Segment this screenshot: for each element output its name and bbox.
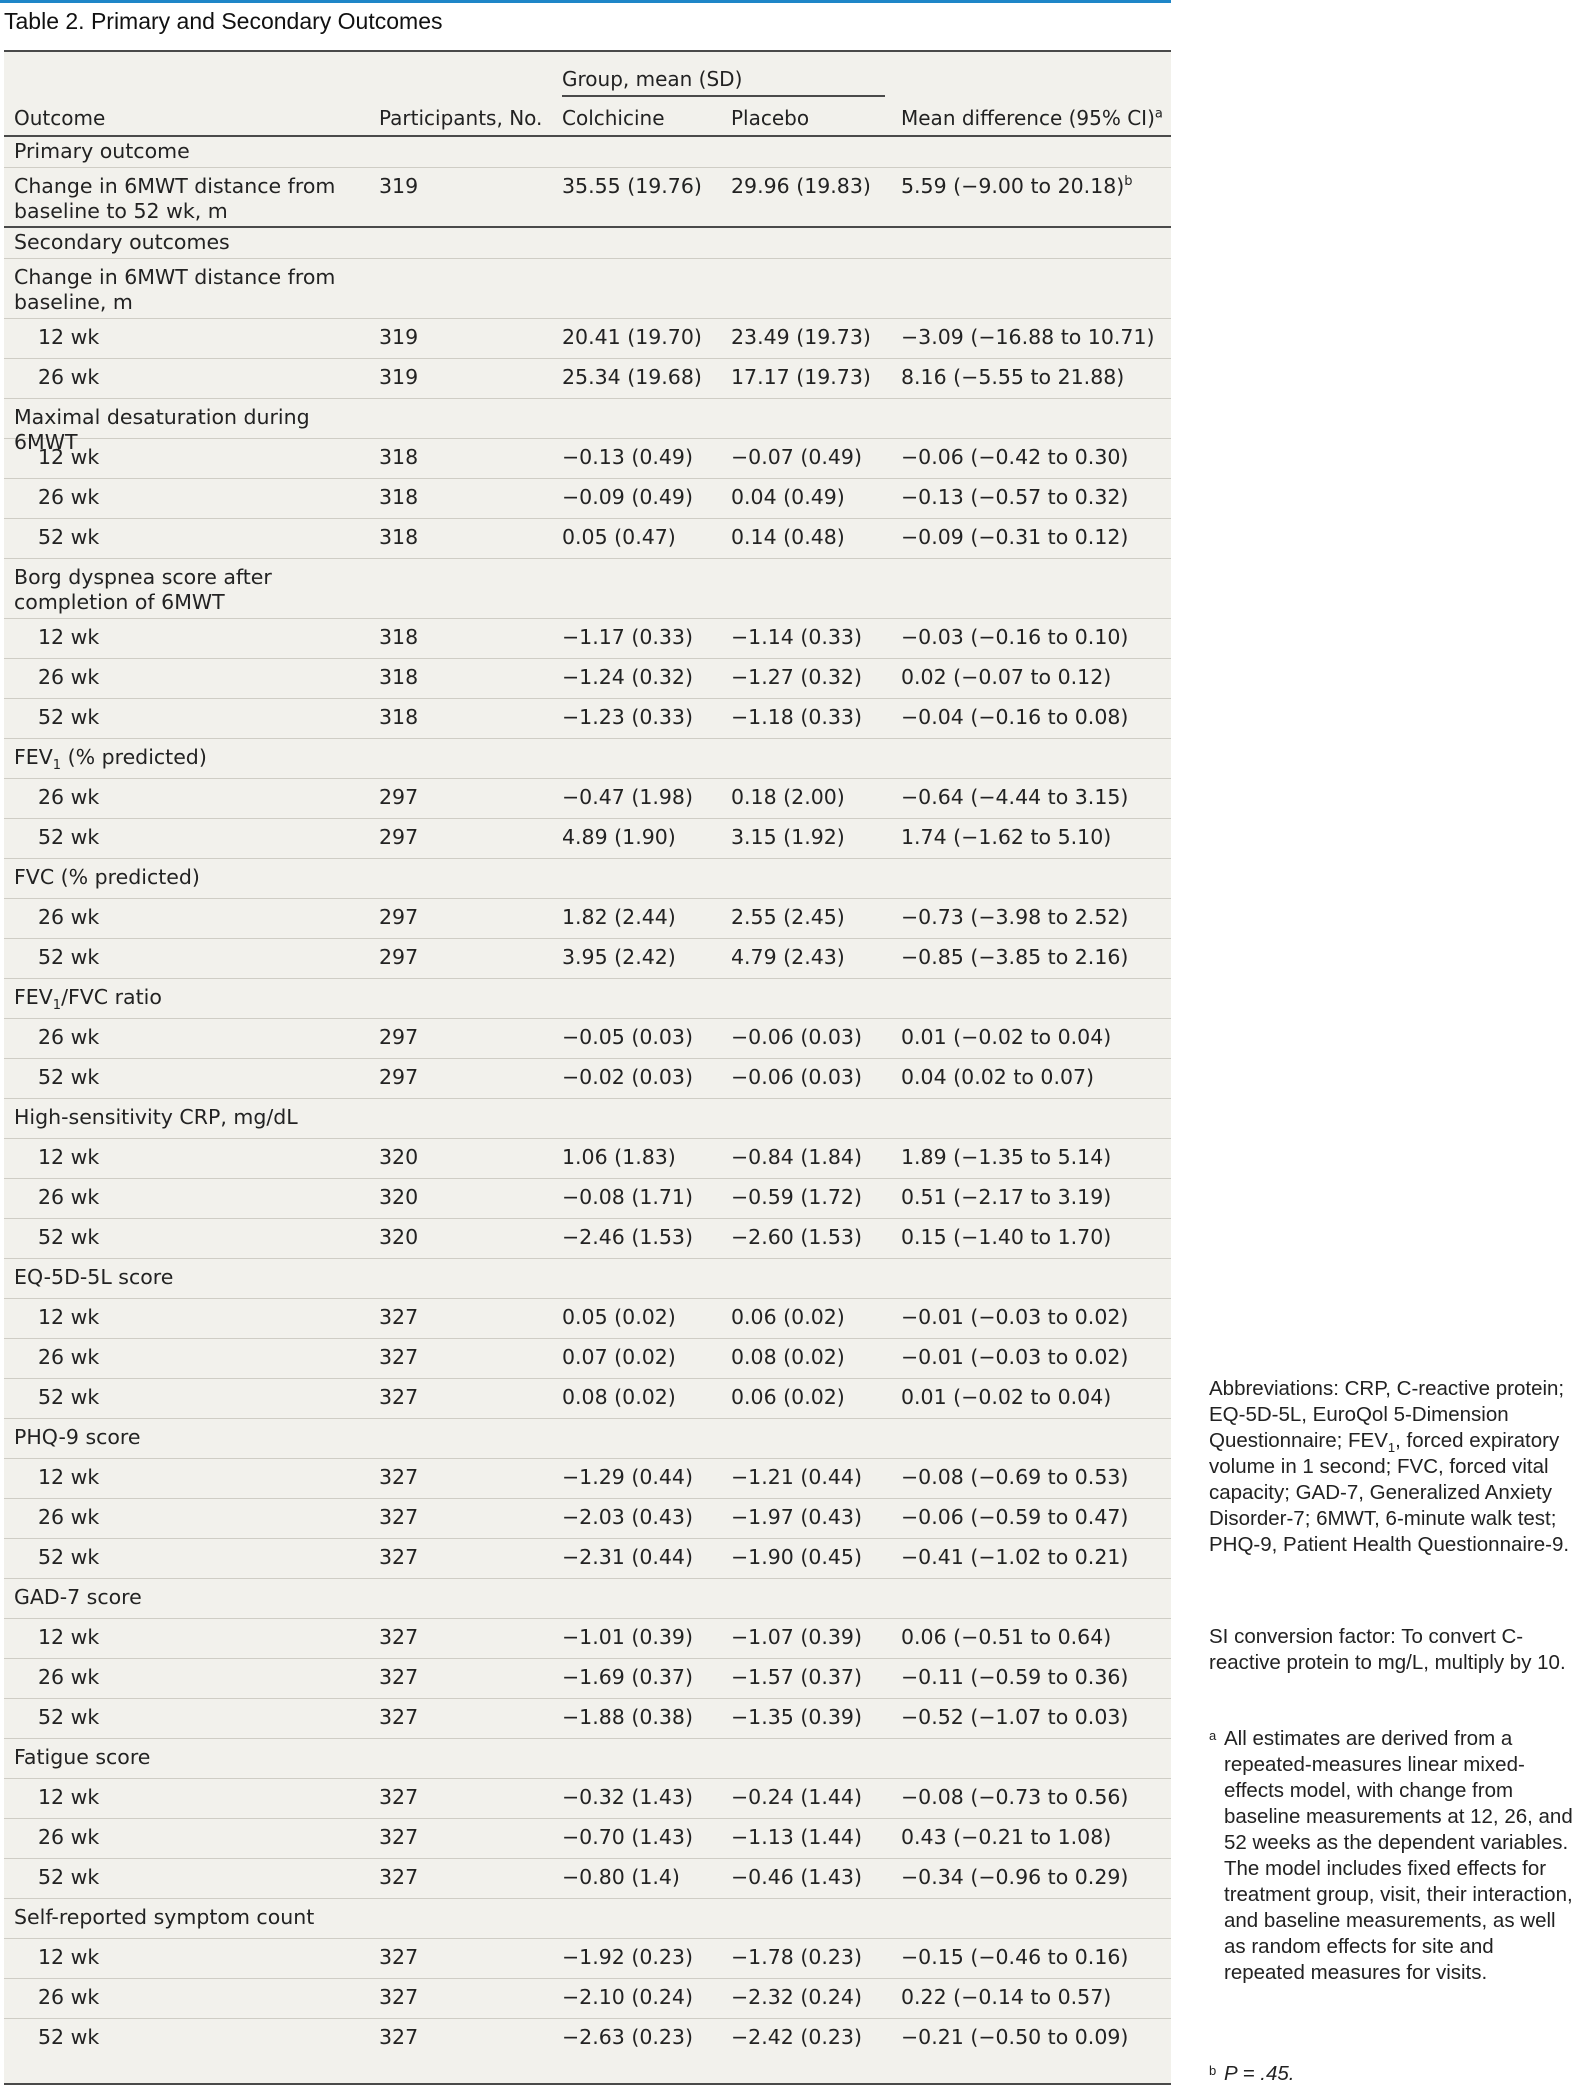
row-group-label: High-sensitivity CRP, mg/dL [14, 1105, 298, 1129]
row-group-label: Change in 6MWT distance from baseline, m [14, 265, 336, 314]
row-label: 26 wk [38, 1665, 100, 1689]
participants-cell: 327 [379, 1305, 419, 1329]
placebo-cell: −1.14 (0.33) [731, 625, 862, 649]
participants-cell: 297 [379, 945, 419, 969]
table-row [4, 1179, 1171, 1219]
table-row [4, 1819, 1171, 1859]
colchicine-cell: 1.82 (2.44) [562, 905, 676, 929]
participants-cell: 327 [379, 1545, 419, 1569]
table-row [4, 1939, 1171, 1979]
mean-difference-cell: −0.01 (−0.03 to 0.02) [901, 1305, 1129, 1329]
row-label: 52 wk [38, 1865, 100, 1889]
mean-difference-cell: −0.08 (−0.73 to 0.56) [901, 1785, 1129, 1809]
colchicine-cell: −0.13 (0.49) [562, 445, 693, 469]
table-row [4, 1059, 1171, 1099]
table-row [4, 1259, 1171, 1299]
placebo-cell: 0.06 (0.02) [731, 1385, 845, 1409]
participants-cell: 327 [379, 1985, 419, 2009]
placebo-cell: −1.78 (0.23) [731, 1945, 862, 1969]
table-row [4, 2019, 1171, 2059]
placebo-cell: 0.14 (0.48) [731, 525, 845, 549]
table-row [4, 1339, 1171, 1379]
mean-difference-cell: 0.51 (−2.17 to 3.19) [901, 1185, 1112, 1209]
table-row [4, 1499, 1171, 1539]
participants-cell: 320 [379, 1185, 419, 1209]
title-accent-bar [0, 0, 1171, 3]
colchicine-cell: 0.08 (0.02) [562, 1385, 676, 1409]
row-group-label: Secondary outcomes [14, 230, 230, 254]
row-label: 52 wk [38, 1705, 100, 1729]
participants-cell: 327 [379, 1385, 419, 1409]
mean-difference-cell: −0.04 (−0.16 to 0.08) [901, 705, 1129, 729]
participants-cell: 319 [379, 365, 419, 389]
row-group-label: PHQ-9 score [14, 1425, 141, 1449]
participants-cell: 327 [379, 1505, 419, 1529]
colchicine-cell: −1.23 (0.33) [562, 705, 693, 729]
table-row [4, 1859, 1171, 1899]
placebo-cell: 29.96 (19.83) [731, 174, 871, 198]
table-row [4, 1379, 1171, 1419]
table-row [4, 619, 1171, 659]
mean-difference-cell: −3.09 (−16.88 to 10.71) [901, 325, 1155, 349]
row-label: 26 wk [38, 1505, 100, 1529]
row-label: 52 wk [38, 1545, 100, 1569]
row-label: 52 wk [38, 525, 100, 549]
colchicine-cell: 0.07 (0.02) [562, 1345, 676, 1369]
participants-cell: 327 [379, 2025, 419, 2049]
table-row [4, 399, 1171, 454]
placebo-cell: 3.15 (1.92) [731, 825, 845, 849]
table-row [4, 1539, 1171, 1579]
mean-difference-cell: −0.06 (−0.59 to 0.47) [901, 1505, 1129, 1529]
participants-cell: 320 [379, 1145, 419, 1169]
row-label: 26 wk [38, 785, 100, 809]
col-header-placebo: Placebo [731, 106, 810, 130]
row-label: 12 wk [38, 325, 100, 349]
colchicine-cell: −0.08 (1.71) [562, 1185, 693, 1209]
row-label: 12 wk [38, 1305, 100, 1329]
row-label: 26 wk [38, 665, 100, 689]
placebo-cell: −1.27 (0.32) [731, 665, 862, 689]
group-header: Group, mean (SD) [562, 67, 743, 91]
row-label: 26 wk [38, 1985, 100, 2009]
colchicine-cell: 35.55 (19.76) [562, 174, 702, 198]
placebo-cell: −1.57 (0.37) [731, 1665, 862, 1689]
table-row [4, 1899, 1171, 1939]
row-label: 52 wk [38, 825, 100, 849]
mean-difference-cell: −0.09 (−0.31 to 0.12) [901, 525, 1129, 549]
participants-cell: 318 [379, 705, 419, 729]
placebo-cell: −1.21 (0.44) [731, 1465, 862, 1489]
mean-difference-cell: 8.16 (−5.55 to 21.88) [901, 365, 1125, 389]
participants-cell: 327 [379, 1785, 419, 1809]
row-label: 26 wk [38, 1025, 100, 1049]
mean-difference-cell: 1.89 (−1.35 to 5.14) [901, 1145, 1112, 1169]
row-label: 26 wk [38, 1345, 100, 1369]
participants-cell: 318 [379, 525, 419, 549]
table-row [4, 979, 1171, 1019]
row-label: 26 wk [38, 905, 100, 929]
mean-difference-cell: −0.03 (−0.16 to 0.10) [901, 625, 1129, 649]
row-label: 12 wk [38, 1945, 100, 1969]
participants-cell: 327 [379, 1705, 419, 1729]
participants-cell: 327 [379, 1825, 419, 1849]
placebo-cell: −0.24 (1.44) [731, 1785, 862, 1809]
table-row [4, 779, 1171, 819]
colchicine-cell: 4.89 (1.90) [562, 825, 676, 849]
table-row [4, 739, 1171, 779]
table-row [4, 1699, 1171, 1739]
row-label: 52 wk [38, 1225, 100, 1249]
placebo-cell: −0.06 (0.03) [731, 1025, 862, 1049]
participants-cell: 327 [379, 1625, 419, 1649]
row-group-label: $FEV_1$/FVC ratio [14, 985, 162, 1014]
row-group-label: Borg dyspnea score after completion of 6MWT [14, 565, 272, 614]
row-group-label: GAD-7 score [14, 1585, 142, 1609]
placebo-cell: −0.59 (1.72) [731, 1185, 862, 1209]
participants-cell: 319 [379, 325, 419, 349]
placebo-cell: −1.18 (0.33) [731, 705, 862, 729]
row-group-label: $FEV_1$ (% predicted) [14, 745, 207, 774]
participants-cell: 318 [379, 445, 419, 469]
mean-difference-cell: −0.85 (−3.85 to 2.16) [901, 945, 1129, 969]
table-row [4, 168, 1171, 228]
table-row [4, 1619, 1171, 1659]
participants-cell: 319 [379, 174, 419, 198]
row-group-label: Maximal desaturation during 6MWT [14, 405, 310, 454]
participants-cell: 297 [379, 905, 419, 929]
row-group-label: Self-reported symptom count [14, 1905, 315, 1929]
colchicine-cell: −0.32 (1.43) [562, 1785, 693, 1809]
row-group-label: EQ-5D-5L score [14, 1265, 174, 1289]
mean-difference-cell: 0.15 (−1.40 to 1.70) [901, 1225, 1112, 1249]
row-label: 52 wk [38, 1065, 100, 1089]
table-row [4, 1579, 1171, 1619]
outcomes-table [4, 50, 1171, 2085]
mean-difference-cell: 0.06 (−0.51 to 0.64) [901, 1625, 1112, 1649]
placebo-cell: −1.07 (0.39) [731, 1625, 862, 1649]
mean-difference-cell: −0.34 (−0.96 to 0.29) [901, 1865, 1129, 1889]
participants-cell: 327 [379, 1465, 419, 1489]
table-row [4, 899, 1171, 939]
colchicine-cell: −2.10 (0.24) [562, 1985, 693, 2009]
colchicine-cell: −1.24 (0.32) [562, 665, 693, 689]
colchicine-cell: −0.80 (1.4) [562, 1865, 680, 1889]
colchicine-cell: 1.06 (1.83) [562, 1145, 676, 1169]
table-row [4, 1419, 1171, 1459]
table-body [4, 137, 1171, 2059]
placebo-cell: 2.55 (2.45) [731, 905, 845, 929]
placebo-cell: −1.13 (1.44) [731, 1825, 862, 1849]
row-label: Change in 6MWT distance from baseline to 52 wk, m [14, 174, 336, 223]
placebo-cell: −2.42 (0.23) [731, 2025, 862, 2049]
mean-difference-cell: −0.52 (−1.07 to 0.03) [901, 1705, 1129, 1729]
mean-difference-cell: −0.15 (−0.46 to 0.16) [901, 1945, 1129, 1969]
participants-cell: 327 [379, 1345, 419, 1369]
table-row [4, 319, 1171, 359]
placebo-cell: −0.84 (1.84) [731, 1145, 862, 1169]
mean-difference-cell: −0.08 (−0.69 to 0.53) [901, 1465, 1129, 1489]
mean-difference-cell: 1.74 (−1.62 to 5.10) [901, 825, 1112, 849]
table-row [4, 1099, 1171, 1139]
row-label: 26 wk [38, 1185, 100, 1209]
colchicine-cell: −0.70 (1.43) [562, 1825, 693, 1849]
placebo-cell: 0.18 (2.00) [731, 785, 845, 809]
placebo-cell: −2.32 (0.24) [731, 1985, 862, 2009]
row-label: 26 wk [38, 365, 100, 389]
row-group-label: Fatigue score [14, 1745, 151, 1769]
participants-cell: 297 [379, 1065, 419, 1089]
row-label: 26 wk [38, 1825, 100, 1849]
table-row [4, 137, 1171, 168]
row-label: 26 wk [38, 485, 100, 509]
placebo-cell: −1.35 (0.39) [731, 1705, 862, 1729]
participants-cell: 318 [379, 485, 419, 509]
table-row [4, 359, 1171, 399]
mean-difference-cell: 0.01 (−0.02 to 0.04) [901, 1385, 1112, 1409]
table-row [4, 819, 1171, 859]
placebo-cell: −2.60 (1.53) [731, 1225, 862, 1249]
table-row [4, 659, 1171, 699]
footnote-a: a All estimates are derived from a repeated-measures linear mixed-effects model, with change from baseline measurements at 12, 26, and 52 weeks as the dependent variables. The model includes fixed effects for treatment group, visit, their interaction, and baseline measurements, as well as random effects for site and repeated measures for visits. [1209, 1727, 1573, 1984]
table-row [4, 1739, 1171, 1779]
table-row [4, 1659, 1171, 1699]
row-label: 12 wk [38, 1465, 100, 1489]
table-row [4, 1019, 1171, 1059]
colchicine-cell: −2.03 (0.43) [562, 1505, 693, 1529]
placebo-cell: −1.90 (0.45) [731, 1545, 862, 1569]
table-row [4, 939, 1171, 979]
colchicine-cell: 0.05 (0.02) [562, 1305, 676, 1329]
colchicine-cell: −0.47 (1.98) [562, 785, 693, 809]
colchicine-cell: −1.69 (0.37) [562, 1665, 693, 1689]
colchicine-cell: −2.46 (1.53) [562, 1225, 693, 1249]
participants-cell: 297 [379, 825, 419, 849]
colchicine-cell: −0.09 (0.49) [562, 485, 693, 509]
mean-difference-cell: −0.73 (−3.98 to 2.52) [901, 905, 1129, 929]
colchicine-cell: −1.01 (0.39) [562, 1625, 693, 1649]
placebo-cell: −1.97 (0.43) [731, 1505, 862, 1529]
table-row [4, 1139, 1171, 1179]
mean-difference-cell: 5.59 (−9.00 to 20.18)$^b$ [901, 174, 1133, 198]
participants-cell: 320 [379, 1225, 419, 1249]
mean-difference-cell: −0.13 (−0.57 to 0.32) [901, 485, 1129, 509]
participants-cell: 318 [379, 665, 419, 689]
col-header-mean-difference: Mean difference (95% CI)$^a$ [901, 106, 1163, 130]
colchicine-cell: −0.02 (0.03) [562, 1065, 693, 1089]
group-header-rule [562, 95, 885, 97]
row-label: 52 wk [38, 1385, 100, 1409]
mean-difference-cell: 0.43 (−0.21 to 1.08) [901, 1825, 1112, 1849]
mean-difference-cell: −0.11 (−0.59 to 0.36) [901, 1665, 1129, 1689]
placebo-cell: 17.17 (19.73) [731, 365, 871, 389]
colchicine-cell: −2.63 (0.23) [562, 2025, 693, 2049]
participants-cell: 297 [379, 1025, 419, 1049]
mean-difference-cell: 0.22 (−0.14 to 0.57) [901, 1985, 1112, 2009]
table-title: Table 2. Primary and Secondary Outcomes [4, 8, 443, 34]
colchicine-cell: −1.17 (0.33) [562, 625, 693, 649]
footnote-b: b P = .45. [1209, 2062, 1295, 2085]
mean-difference-cell: −0.21 (−0.50 to 0.09) [901, 2025, 1129, 2049]
mean-difference-cell: −0.01 (−0.03 to 0.02) [901, 1345, 1129, 1369]
si-conversion-note: SI conversion factor: To convert C-reactive protein to mg/L, multiply by 10. [1209, 1625, 1566, 1674]
participants-cell: 327 [379, 1665, 419, 1689]
colchicine-cell: −2.31 (0.44) [562, 1545, 693, 1569]
row-group-label: Primary outcome [14, 139, 190, 163]
colchicine-cell: −1.92 (0.23) [562, 1945, 693, 1969]
colchicine-cell: 25.34 (19.68) [562, 365, 702, 389]
table-row [4, 859, 1171, 899]
colchicine-cell: 0.05 (0.47) [562, 525, 676, 549]
row-label: 12 wk [38, 1625, 100, 1649]
mean-difference-cell: 0.04 (0.02 to 0.07) [901, 1065, 1095, 1089]
table-header [4, 52, 1171, 137]
colchicine-cell: −1.29 (0.44) [562, 1465, 693, 1489]
table-row [4, 1779, 1171, 1819]
placebo-cell: 0.08 (0.02) [731, 1345, 845, 1369]
row-label: 12 wk [38, 445, 100, 469]
placebo-cell: −0.06 (0.03) [731, 1065, 862, 1089]
row-label: 52 wk [38, 2025, 100, 2049]
mean-difference-cell: 0.01 (−0.02 to 0.04) [901, 1025, 1112, 1049]
colchicine-cell: 3.95 (2.42) [562, 945, 676, 969]
mean-difference-cell: −0.06 (−0.42 to 0.30) [901, 445, 1129, 469]
participants-cell: 327 [379, 1865, 419, 1889]
abbreviations-note: Abbreviations: CRP, C-reactive protein; EQ-5D-5L, EuroQol 5-Dimension Questionnaire; $FEV_1$, forced expiratory volume in 1 second; FVC, forced vital capacity; GAD-7, Generalized Anxiety Disorder-7; 6MWT, 6-minute walk test; PHQ-9, Patient Health Questionnaire-9. [1209, 1377, 1570, 1556]
row-label: 12 wk [38, 625, 100, 649]
participants-cell: 318 [379, 625, 419, 649]
placebo-cell: 23.49 (19.73) [731, 325, 871, 349]
col-header-participants: Participants, No. [379, 106, 543, 130]
table-row [4, 1299, 1171, 1339]
colchicine-cell: −0.05 (0.03) [562, 1025, 693, 1049]
placebo-cell: 4.79 (2.43) [731, 945, 845, 969]
table-row [4, 479, 1171, 519]
table-row [4, 699, 1171, 739]
col-header-colchicine: Colchicine [562, 106, 665, 130]
row-group-label: FVC (% predicted) [14, 865, 200, 889]
table-row [4, 1219, 1171, 1259]
table-row [4, 559, 1171, 619]
table-row [4, 1459, 1171, 1499]
row-label: 12 wk [38, 1785, 100, 1809]
colchicine-cell: −1.88 (0.38) [562, 1705, 693, 1729]
table-row [4, 439, 1171, 479]
placebo-cell: 0.06 (0.02) [731, 1305, 845, 1329]
mean-difference-cell: −0.64 (−4.44 to 3.15) [901, 785, 1129, 809]
placebo-cell: 0.04 (0.49) [731, 485, 845, 509]
row-label: 52 wk [38, 705, 100, 729]
mean-difference-cell: 0.02 (−0.07 to 0.12) [901, 665, 1112, 689]
participants-cell: 297 [379, 785, 419, 809]
mean-difference-cell: −0.41 (−1.02 to 0.21) [901, 1545, 1129, 1569]
table-row [4, 259, 1171, 319]
col-header-outcome: Outcome [14, 106, 106, 130]
placebo-cell: −0.07 (0.49) [731, 445, 862, 469]
participants-cell: 327 [379, 1945, 419, 1969]
row-label: 12 wk [38, 1145, 100, 1169]
table-row [4, 519, 1171, 559]
table-row [4, 1979, 1171, 2019]
table-row [4, 228, 1171, 259]
placebo-cell: −0.46 (1.43) [731, 1865, 862, 1889]
row-label: 52 wk [38, 945, 100, 969]
colchicine-cell: 20.41 (19.70) [562, 325, 702, 349]
